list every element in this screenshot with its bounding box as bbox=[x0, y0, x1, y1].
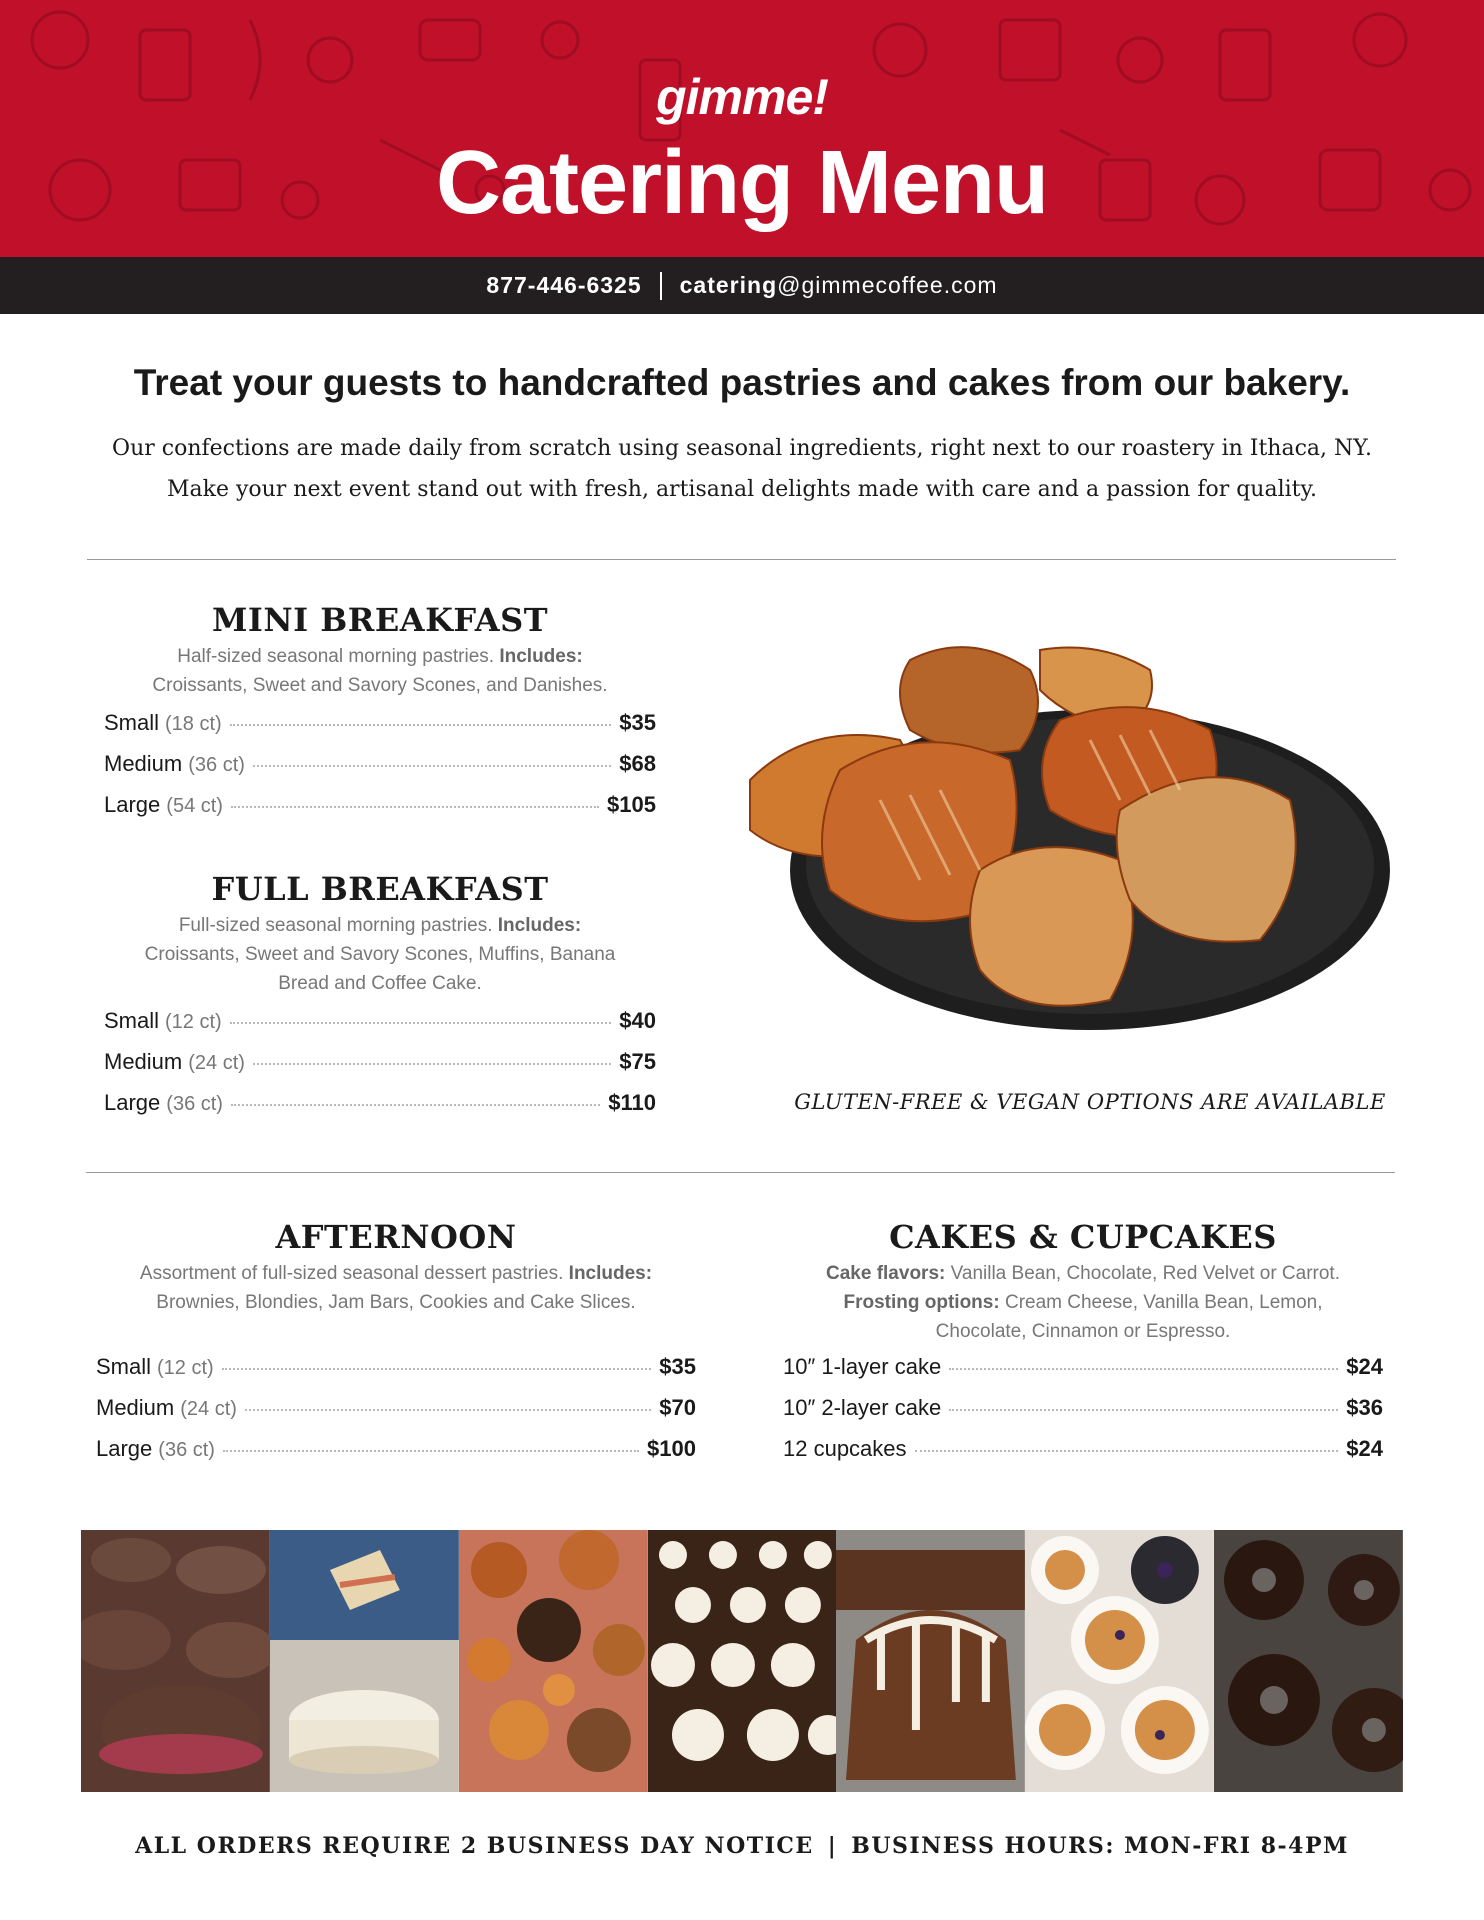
section-title: AFTERNOON bbox=[275, 1218, 517, 1256]
price-list bbox=[104, 1008, 656, 1131]
divider-middle bbox=[86, 1172, 1395, 1173]
page-title: Catering Menu bbox=[435, 133, 1049, 233]
item-label: 12 cupcakes bbox=[783, 1436, 907, 1461]
email-user: catering bbox=[679, 272, 778, 298]
size-label: Large bbox=[104, 1090, 161, 1115]
desc-text: Croissants, Sweet and Savory Scones, Muffins, Banana bbox=[144, 944, 616, 965]
size-count: (36 ct) bbox=[158, 1439, 215, 1461]
dot-leader bbox=[253, 1063, 611, 1065]
dot-leader bbox=[253, 765, 611, 767]
section-full-breakfast bbox=[104, 869, 656, 1131]
price-list bbox=[104, 710, 656, 833]
price-value: $110 bbox=[608, 1090, 656, 1115]
desc-text: Brownies, Blondies, Jam Bars, Cookies and Cake Slices. bbox=[156, 1292, 636, 1313]
size-count: (12 ct) bbox=[165, 1011, 222, 1033]
email-domain: @gimmecoffee.com bbox=[777, 272, 998, 298]
desc-text: Full-sized seasonal morning pastries. bbox=[178, 915, 493, 936]
intro-line-1: Our confections are made daily from scratch using seasonal ingredients, right next to our roastery in Ithaca, NY. bbox=[112, 436, 1372, 461]
desc-text: Bread and Coffee Cake. bbox=[278, 973, 482, 994]
section-afternoon bbox=[96, 1217, 696, 1477]
desc-includes: Includes: bbox=[499, 646, 583, 667]
intro-headline: Treat your guests to handcrafted pastries and cakes from our bakery. bbox=[133, 362, 1351, 403]
cupcakes-photo bbox=[648, 1530, 837, 1792]
whoopie-pies-photo bbox=[81, 1530, 270, 1792]
frosting-label: Frosting options: bbox=[843, 1292, 1000, 1313]
price-row bbox=[96, 1395, 696, 1436]
size-count: (54 ct) bbox=[166, 795, 223, 817]
size-label: Small bbox=[104, 1008, 160, 1033]
size-count: (24 ct) bbox=[188, 1052, 245, 1074]
section-title: MINI BREAKFAST bbox=[211, 601, 548, 639]
dot-leader bbox=[245, 1409, 651, 1411]
section-description bbox=[104, 911, 656, 998]
price-row bbox=[104, 1090, 656, 1131]
section-description bbox=[783, 1259, 1383, 1346]
email-link[interactable] bbox=[680, 272, 998, 299]
item-label: 10″ 2-layer cake bbox=[783, 1395, 942, 1420]
price-value: $68 bbox=[619, 751, 656, 776]
photo-strip bbox=[81, 1530, 1403, 1792]
bundt-cake-photo bbox=[836, 1530, 1025, 1792]
price-value: $35 bbox=[659, 1354, 696, 1379]
dot-leader bbox=[949, 1409, 1338, 1411]
desc-text: Assortment of full-sized seasonal dessert pastries. bbox=[139, 1263, 564, 1284]
business-hours-text: BUSINESS HOURS: MON-FRI 8-4PM bbox=[851, 1833, 1349, 1859]
price-list bbox=[96, 1354, 696, 1477]
footer-note bbox=[0, 1833, 1484, 1859]
price-row bbox=[96, 1354, 696, 1395]
dot-leader bbox=[222, 1368, 652, 1370]
dot-leader bbox=[949, 1368, 1338, 1370]
price-row bbox=[783, 1354, 1383, 1395]
price-row bbox=[104, 1049, 656, 1090]
price-value: $75 bbox=[619, 1049, 656, 1074]
dot-leader bbox=[223, 1450, 639, 1452]
size-label: Small bbox=[96, 1354, 152, 1379]
size-label: Large bbox=[96, 1436, 153, 1461]
size-count: (12 ct) bbox=[157, 1357, 214, 1379]
price-value: $40 bbox=[619, 1008, 656, 1033]
price-value: $36 bbox=[1346, 1395, 1383, 1420]
price-row bbox=[783, 1395, 1383, 1436]
gluten-free-note: GLUTEN-FREE & VEGAN OPTIONS ARE AVAILABLE bbox=[794, 1090, 1386, 1114]
price-row bbox=[96, 1436, 696, 1477]
price-value: $24 bbox=[1346, 1354, 1383, 1379]
price-row bbox=[104, 1008, 656, 1049]
size-count: (18 ct) bbox=[165, 713, 222, 735]
flavors-text: Vanilla Bean, Chocolate, Red Velvet or Carrot. bbox=[950, 1263, 1340, 1284]
price-row bbox=[783, 1436, 1383, 1477]
size-label: Medium bbox=[104, 1049, 183, 1074]
footer-divider: | bbox=[827, 1833, 838, 1859]
price-value: $70 bbox=[659, 1395, 696, 1420]
desc-text: Croissants, Sweet and Savory Scones, and Danishes. bbox=[152, 675, 608, 696]
intro-line-2: Make your next event stand out with fresh, artisanal delights made with care and a passion for quality. bbox=[166, 477, 1318, 502]
pastry-platter-photo bbox=[740, 630, 1440, 1050]
size-label: Large bbox=[104, 792, 161, 817]
desc-includes: Includes: bbox=[497, 915, 582, 936]
price-row bbox=[104, 710, 656, 751]
header-banner bbox=[0, 0, 1484, 257]
frosting-text: Chocolate, Cinnamon or Espresso. bbox=[935, 1321, 1231, 1342]
price-row bbox=[104, 751, 656, 792]
chocolate-bundts-photo bbox=[1214, 1530, 1403, 1792]
size-label: Medium bbox=[96, 1395, 175, 1420]
scones-photo bbox=[1025, 1530, 1214, 1792]
price-list bbox=[783, 1354, 1383, 1477]
section-title: CAKES & CUPCAKES bbox=[889, 1218, 1277, 1256]
price-value: $105 bbox=[607, 792, 656, 817]
size-count: (24 ct) bbox=[180, 1398, 237, 1420]
desc-text: Half-sized seasonal morning pastries. bbox=[177, 646, 495, 667]
dot-leader bbox=[230, 1022, 612, 1024]
section-description bbox=[104, 642, 656, 700]
contact-bar bbox=[0, 257, 1484, 314]
contact-divider bbox=[660, 272, 662, 300]
size-count: (36 ct) bbox=[166, 1093, 223, 1115]
section-cakes-cupcakes bbox=[783, 1217, 1383, 1477]
item-label: 10″ 1-layer cake bbox=[783, 1354, 942, 1379]
intro-text bbox=[0, 428, 1484, 510]
dot-leader bbox=[230, 724, 612, 726]
cookies-photo bbox=[459, 1530, 648, 1792]
divider-top bbox=[87, 559, 1396, 560]
frosting-text: Cream Cheese, Vanilla Bean, Lemon, bbox=[1004, 1292, 1323, 1313]
flavors-label: Cake flavors: bbox=[826, 1263, 946, 1284]
price-value: $35 bbox=[619, 710, 656, 735]
dot-leader bbox=[231, 806, 599, 808]
size-label: Medium bbox=[104, 751, 183, 776]
price-row bbox=[104, 792, 656, 833]
phone-number[interactable]: 877-446-6325 bbox=[486, 272, 642, 298]
price-value: $24 bbox=[1346, 1436, 1383, 1461]
carrot-cake-photo bbox=[270, 1530, 459, 1792]
section-mini-breakfast bbox=[104, 600, 656, 833]
notice-text: ALL ORDERS REQUIRE 2 BUSINESS DAY NOTICE bbox=[135, 1833, 814, 1859]
section-description bbox=[96, 1259, 696, 1317]
dot-leader bbox=[915, 1450, 1339, 1452]
price-value: $100 bbox=[647, 1436, 696, 1461]
brand-logo: gimme! bbox=[656, 69, 828, 125]
section-title: FULL BREAKFAST bbox=[211, 870, 549, 908]
dot-leader bbox=[231, 1104, 600, 1106]
size-label: Small bbox=[104, 710, 160, 735]
desc-includes: Includes: bbox=[568, 1263, 653, 1284]
size-count: (36 ct) bbox=[188, 754, 245, 776]
